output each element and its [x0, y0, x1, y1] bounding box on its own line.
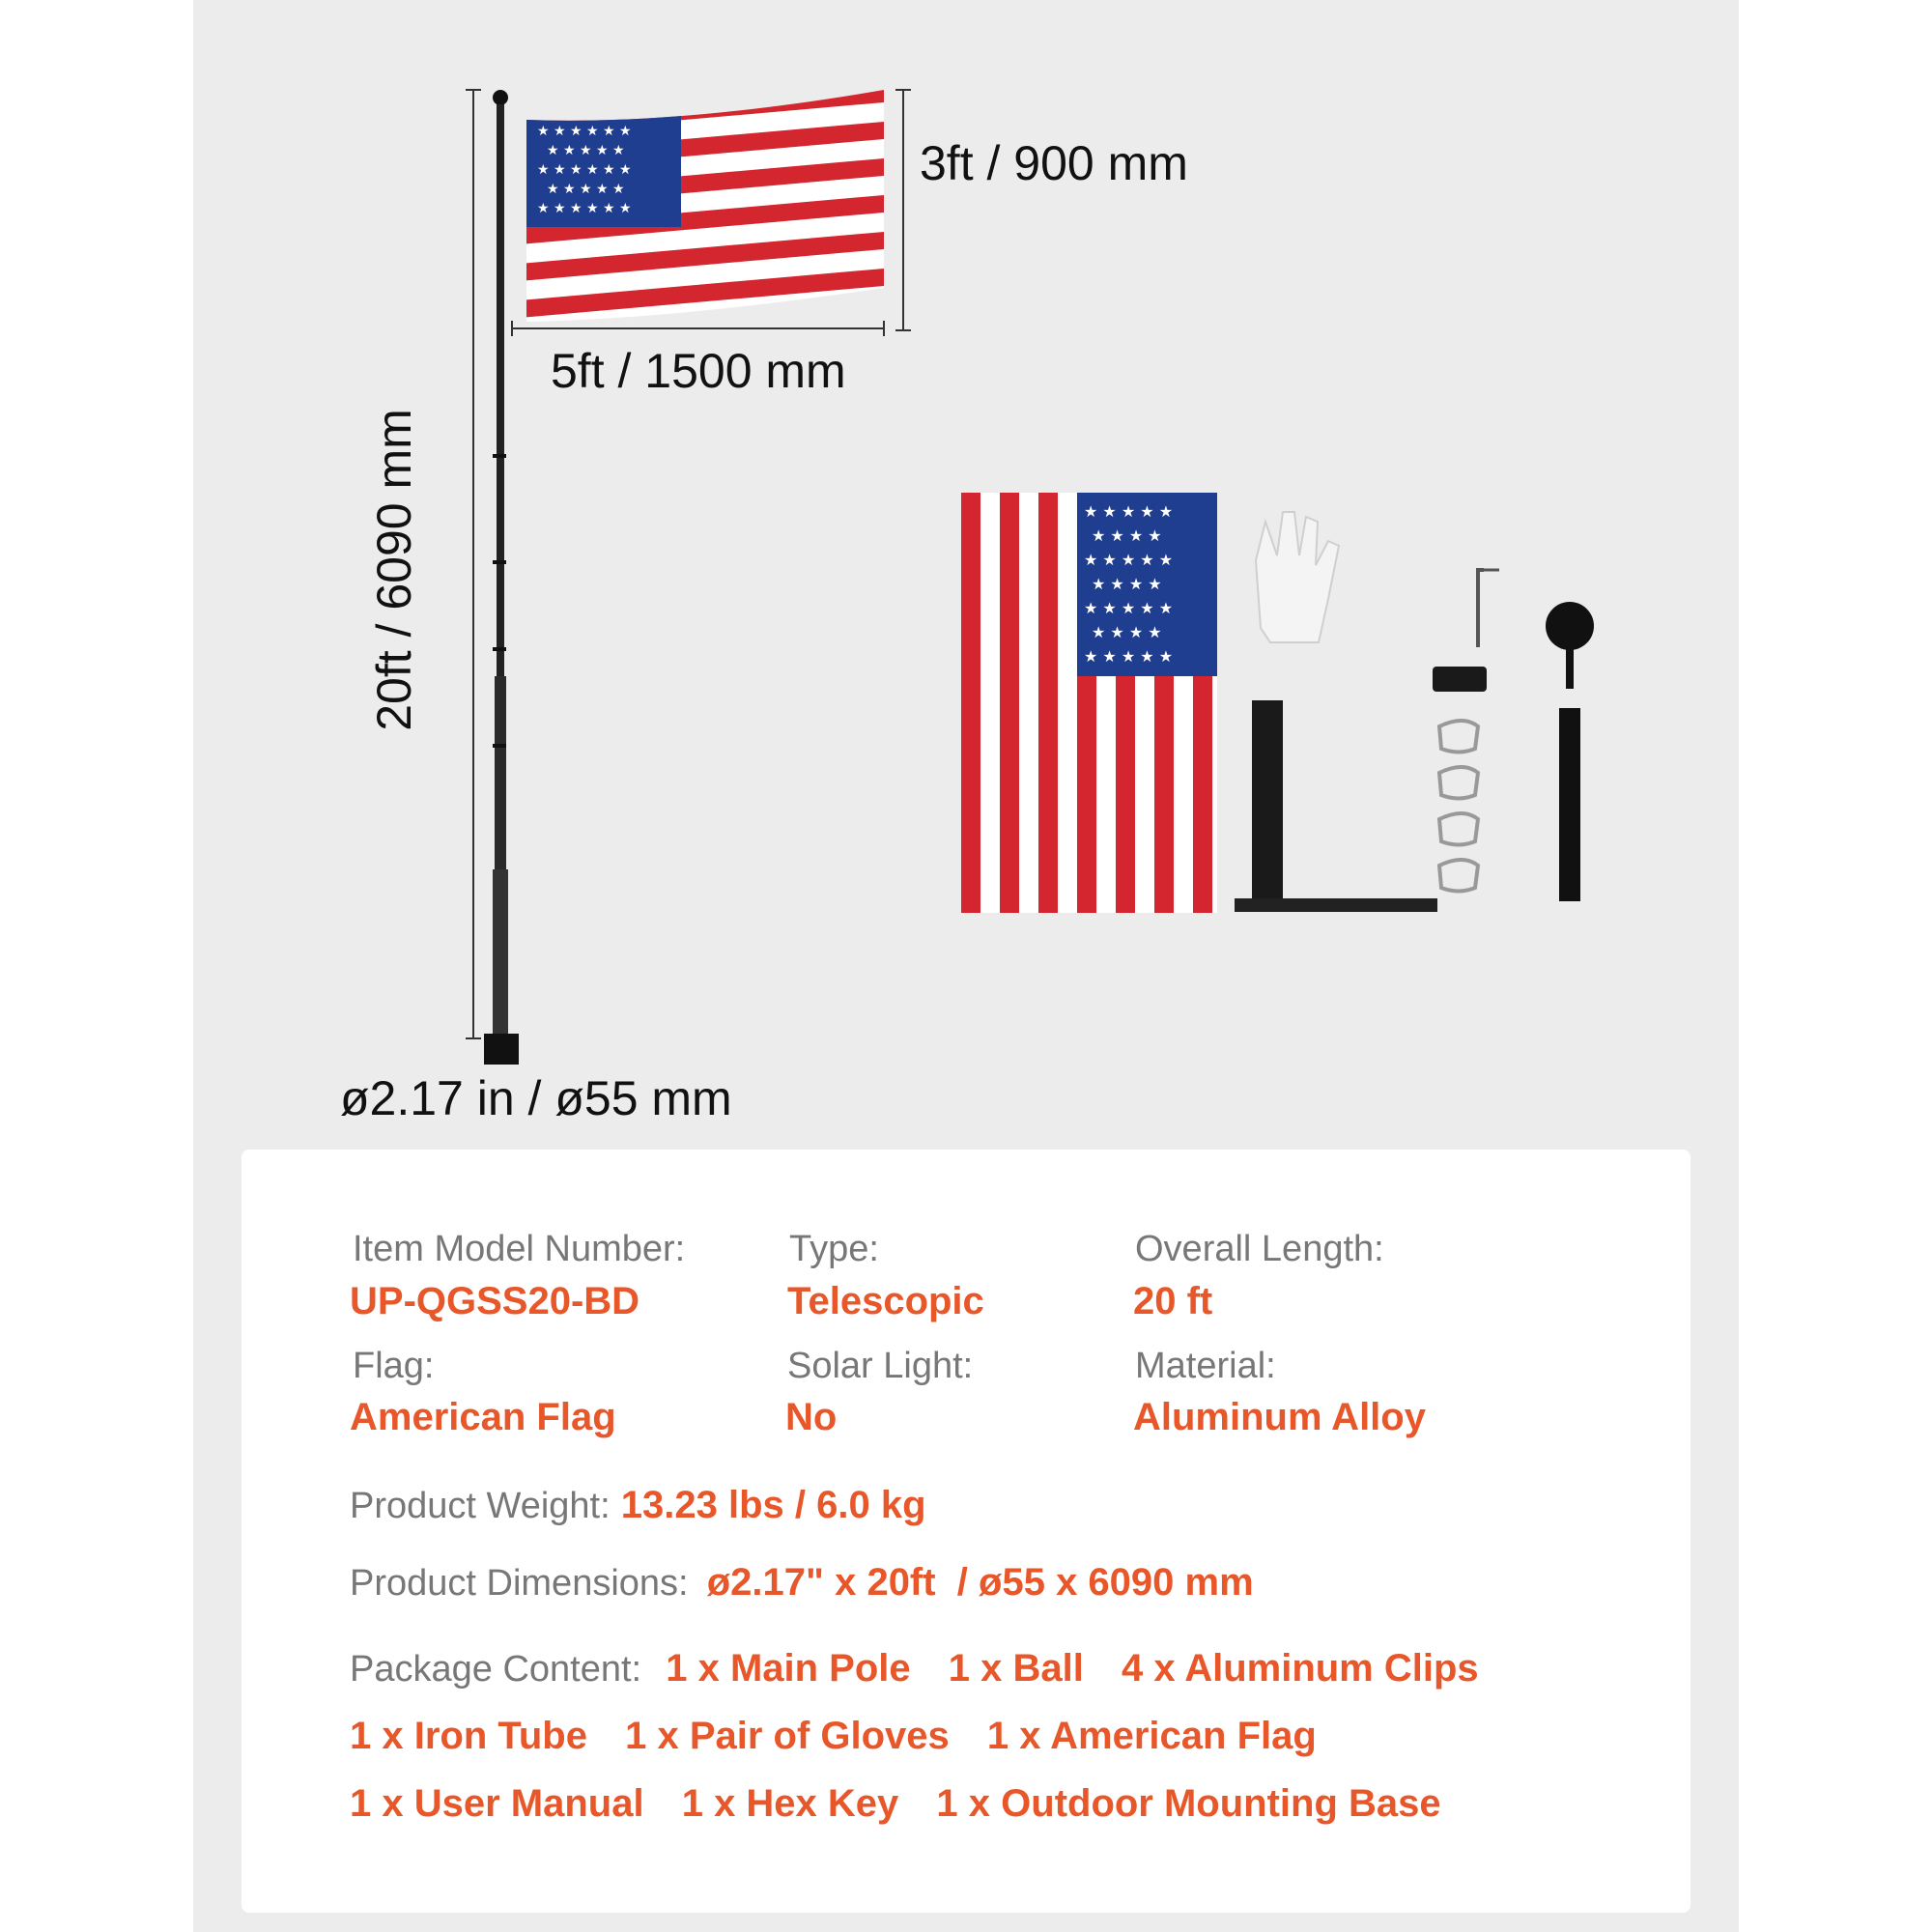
product-weight-label: Product Weight:: [350, 1486, 611, 1526]
package-item: 1 x Main Pole: [666, 1647, 911, 1690]
spec-value-material: Aluminum Alloy: [1133, 1396, 1426, 1438]
svg-text:★ ★ ★ ★ ★ ★: ★ ★ ★ ★ ★ ★: [537, 162, 632, 178]
svg-text:★ ★ ★ ★: ★ ★ ★ ★: [1092, 526, 1162, 545]
spec-label-model: Item Model Number:: [353, 1229, 686, 1269]
svg-text:★ ★ ★ ★: ★ ★ ★ ★: [1092, 623, 1162, 641]
svg-text:★ ★ ★ ★: ★ ★ ★ ★: [1092, 575, 1162, 593]
svg-text:★ ★ ★ ★ ★: ★ ★ ★ ★ ★: [547, 143, 625, 158]
svg-text:★ ★ ★ ★ ★ ★: ★ ★ ★ ★ ★ ★: [537, 201, 632, 216]
spec-value-model: UP-QGSS20-BD: [350, 1280, 640, 1322]
product-dimensions-row: [350, 1561, 1254, 1605]
pole-diameter-label: ø2.17 in / ø55 mm: [340, 1071, 732, 1125]
package-item: 1 x Outdoor Mounting Base: [936, 1782, 1441, 1825]
package-content-label: Package Content:: [350, 1649, 642, 1690]
package-item: 1 x American Flag: [986, 1715, 1317, 1757]
product-dimensions-value: ø2.17" x 20ft / ø55 x 6090 mm: [706, 1561, 1254, 1604]
spec-value-solar: No: [785, 1396, 838, 1438]
svg-text:★ ★ ★ ★ ★: ★ ★ ★ ★ ★: [1084, 502, 1174, 521]
package-content-row-1: [350, 1647, 1506, 1690]
spec-value-length: 20 ft: [1133, 1280, 1213, 1322]
svg-text:★ ★ ★ ★ ★ ★: ★ ★ ★ ★ ★ ★: [537, 124, 632, 139]
product-weight-value: 13.23 lbs / 6.0 kg: [620, 1484, 926, 1526]
package-content-row-2: [350, 1715, 1344, 1758]
svg-text:★ ★ ★ ★ ★: ★ ★ ★ ★ ★: [1084, 551, 1174, 569]
package-item: 1 x Hex Key: [681, 1782, 899, 1825]
spec-label-type: Type:: [789, 1229, 879, 1269]
product-weight-row: [350, 1484, 926, 1527]
spec-label-length: Overall Length:: [1135, 1229, 1384, 1269]
package-item: 1 x Iron Tube: [350, 1715, 587, 1757]
package-item: 1 x Pair of Gloves: [625, 1715, 950, 1757]
spec-value-flag: American Flag: [350, 1396, 616, 1438]
spec-label-material: Material:: [1135, 1346, 1276, 1386]
flag-width-label: 5ft / 1500 mm: [551, 344, 846, 398]
svg-text:★ ★ ★ ★ ★: ★ ★ ★ ★ ★: [547, 182, 625, 197]
spec-value-type: Telescopic: [787, 1280, 984, 1322]
spec-label-solar: Solar Light:: [787, 1346, 974, 1386]
svg-text:★ ★ ★ ★ ★: ★ ★ ★ ★ ★: [1084, 647, 1174, 666]
pole-height-label: 20ft / 6090 mm: [367, 409, 421, 731]
package-item: 1 x Ball: [948, 1647, 1084, 1690]
svg-text:★ ★ ★ ★ ★: ★ ★ ★ ★ ★: [1084, 599, 1174, 617]
package-item: 1 x User Manual: [350, 1782, 644, 1825]
product-dimensions-label: Product Dimensions:: [350, 1563, 689, 1604]
spec-label-flag: Flag:: [353, 1346, 435, 1386]
package-item: 4 x Aluminum Clips: [1121, 1647, 1479, 1690]
flag-height-label: 3ft / 900 mm: [920, 136, 1188, 190]
package-content-row-3: [350, 1782, 1468, 1826]
